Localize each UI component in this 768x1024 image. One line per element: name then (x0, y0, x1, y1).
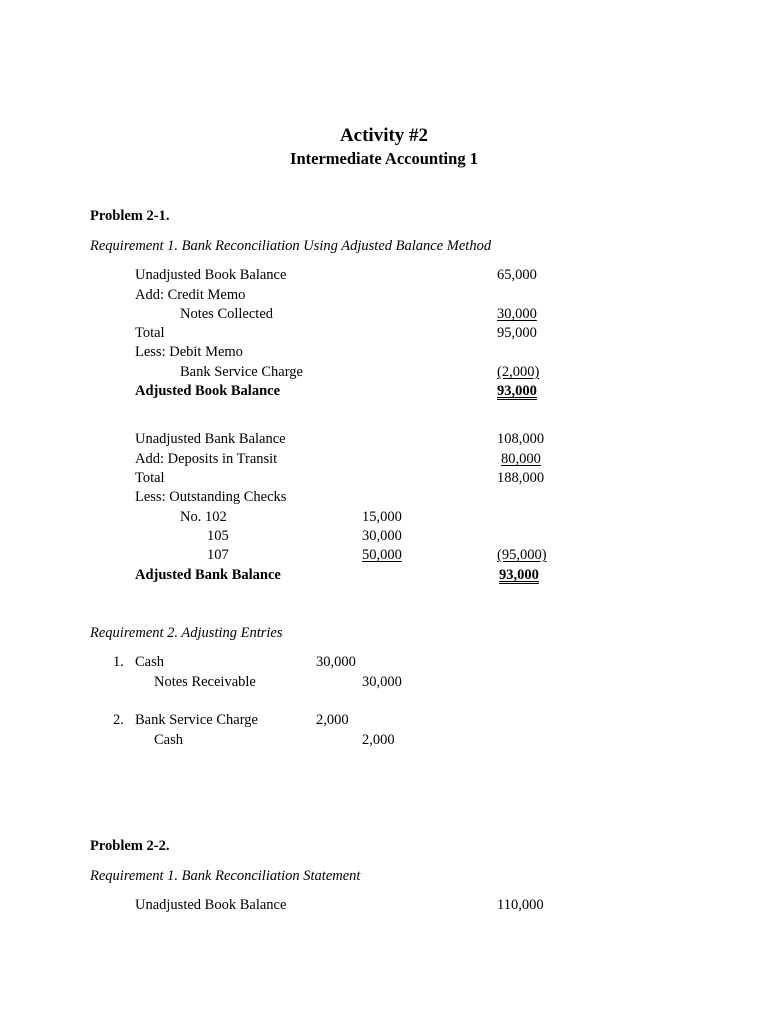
page-title: Activity #2 (339, 125, 429, 146)
book-notes-value: 30,000 (497, 306, 537, 322)
check-value: 30,000 (362, 528, 402, 544)
book-notes-label: Notes Collected (180, 306, 274, 322)
entry-debit-amount: 30,000 (316, 654, 356, 670)
book-less-label: Less: Debit Memo (135, 344, 243, 360)
book-unadjusted-label: Unadjusted Book Balance (135, 267, 287, 283)
book-add-label: Add: Credit Memo (135, 287, 246, 303)
book-charge-label: Bank Service Charge (180, 364, 303, 380)
bank-total-value: 188,000 (497, 470, 545, 486)
page-subtitle: Intermediate Accounting 1 (290, 149, 478, 168)
p2-book-unadjusted-value: 110,000 (497, 897, 544, 913)
checks-total-value: (95,000) (497, 547, 547, 563)
bank-adjusted-label: Adjusted Bank Balance (135, 567, 281, 583)
bank-add-label: Add: Deposits in Transit (135, 451, 278, 467)
problem-2-heading: Problem 2-2. (90, 838, 170, 854)
p2-book-unadjusted-label: Unadjusted Book Balance (135, 897, 287, 913)
problem-1-heading: Problem 2-1. (90, 208, 170, 224)
bank-unadjusted-value: 108,000 (497, 431, 545, 447)
book-total-label: Total (135, 325, 165, 341)
bank-total-label: Total (135, 470, 165, 486)
entry-credit-amount: 2,000 (362, 732, 395, 748)
book-total-value: 95,000 (497, 325, 537, 341)
problem-1-req1-heading: Requirement 1. Bank Reconciliation Using Adjusted Balance Method (90, 238, 492, 254)
bank-deposits-value: 80,000 (501, 451, 541, 467)
book-adjusted-label: Adjusted Book Balance (135, 383, 281, 399)
book-charge-value: (2,000) (497, 364, 540, 380)
entry-debit-account: Bank Service Charge (135, 712, 258, 728)
bank-adjusted-value: 93,000 (499, 567, 539, 583)
entry-credit-amount: 30,000 (362, 674, 402, 690)
entry-debit-amount: 2,000 (316, 712, 349, 728)
entry-debit-account: Cash (135, 654, 164, 670)
check-label: No. 102 (180, 509, 227, 525)
book-unadjusted-value: 65,000 (497, 267, 537, 283)
check-value: 50,000 (362, 547, 402, 563)
check-value: 15,000 (362, 509, 402, 525)
problem-1-req2-heading: Requirement 2. Adjusting Entries (90, 625, 283, 641)
check-label: 105 (207, 528, 229, 544)
bank-unadjusted-label: Unadjusted Bank Balance (135, 431, 286, 447)
check-label: 107 (207, 547, 229, 563)
entry-number: 1. (113, 654, 124, 670)
book-adjusted-value: 93,000 (497, 383, 537, 399)
problem-2-req1-heading: Requirement 1. Bank Reconciliation Statement (90, 868, 361, 884)
entry-credit-account: Cash (154, 732, 183, 748)
entry-number: 2. (113, 712, 124, 728)
entry-credit-account: Notes Receivable (154, 674, 256, 690)
bank-less-label: Less: Outstanding Checks (135, 489, 287, 505)
